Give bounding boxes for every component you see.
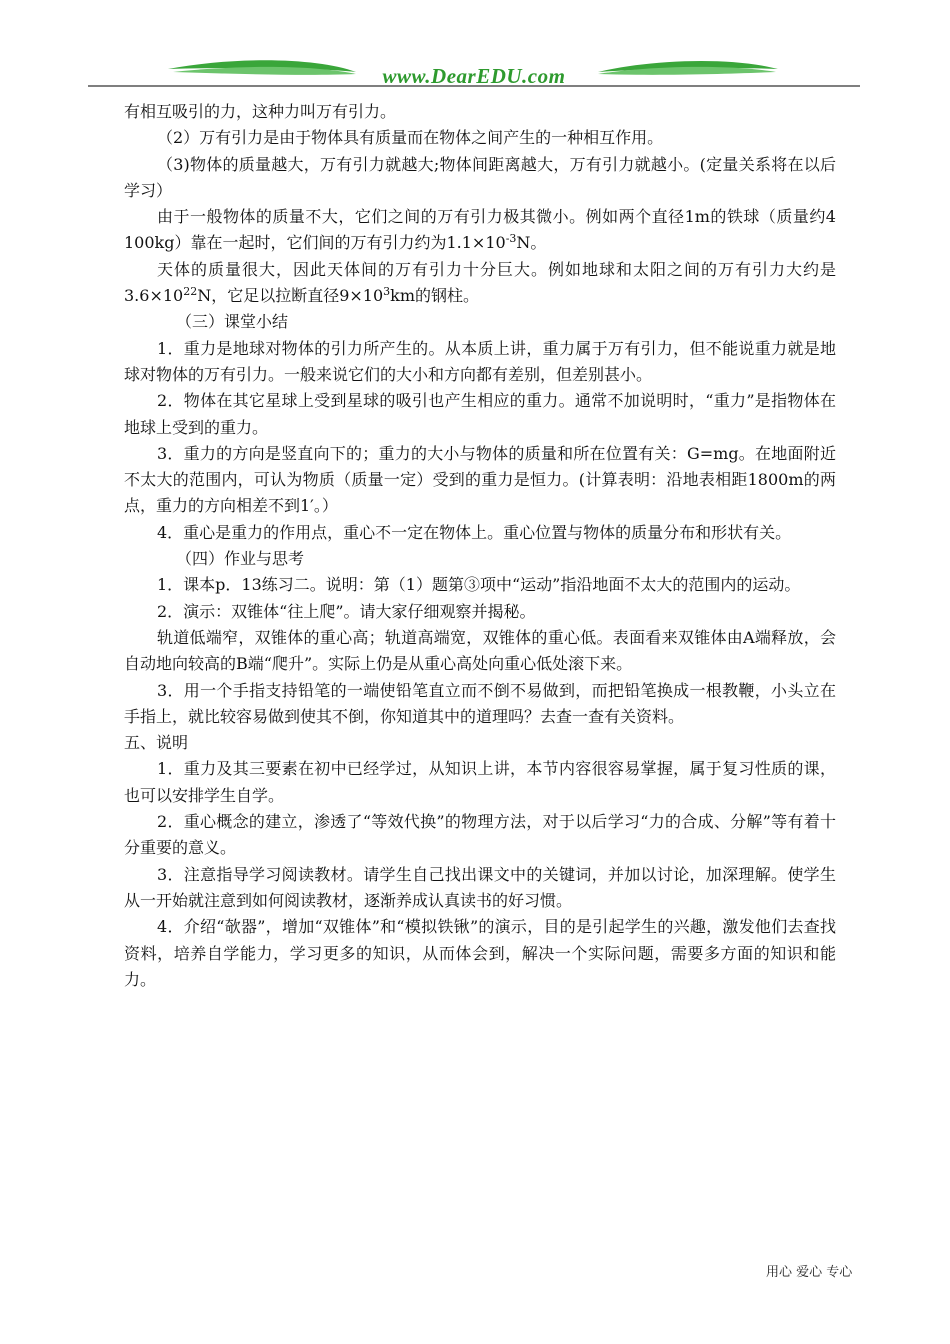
paragraph-earth-sun-example (124, 257, 836, 310)
section-heading: （三）课堂小结 (176, 312, 289, 332)
paragraph: 3．用一个手指支持铅笔的一端使铅笔直立而不倒不易做到，而把铅笔换成一根教鞭，小头立在手指上，就比较容易做到使其不倒，你知道其中的道理吗？去查一查有关资料。 (124, 680, 836, 726)
section-heading: （四）作业与思考 (176, 549, 305, 569)
text-run: 由于一般物体的质量不大，它们之间的万有引力极其微小。例如两个直径1m的铁球（质量约4 100kg）靠在一起时，它们间的万有引力约为1.1×10 (124, 207, 836, 253)
paragraph: 3．注意指导学习阅读教材。请学生自己找出课文中的关键词，并加以讨论，加深理解。使学生从一开始就注意到如何阅读教材，逐渐养成认真读书的好习惯。 (124, 864, 836, 910)
exponent: 22 (183, 285, 198, 299)
text-run: N，它足以拉断直径9×10 (197, 286, 384, 306)
paragraph: 2．演示：双锥体“往上爬”。请大家仔细观察并揭秘。 (157, 601, 536, 621)
paragraph: 2．物体在其它星球上受到星球的吸引也产生相应的重力。通常不加说明时，“重力”是指物体在地球上受到的重力。 (124, 391, 836, 437)
paragraph: （2）万有引力是由于物体具有质量而在物体之间产生的一种相互作用。 (157, 128, 664, 148)
document-body (124, 99, 836, 993)
exponent: -3 (505, 232, 517, 246)
page-header (88, 52, 860, 98)
exponent: 3 (383, 285, 391, 299)
paragraph-iron-ball-example (124, 204, 836, 257)
paragraph: （3)物体的质量越大，万有引力就越大;物体间距离越大，万有引力就越小。(定量关系将在以后学习） (124, 154, 836, 200)
site-logo-text: www.DearEDU.com (382, 64, 566, 88)
paragraph: 4．介绍“欹器”，增加“双锥体”和“模拟铁锹”的演示，目的是引起学生的兴趣，激发他们去查找资料，培养自学能力，学习更多的知识，从而体会到，解决一个实际问题，需要多方面的知识和能力。 (124, 917, 836, 989)
paragraph: 1．重力及其三要素在初中已经学过，从知识上讲，本节内容很容易掌握，属于复习性质的课，也可以安排学生自学。 (124, 759, 836, 805)
paragraph: 轨道低端窄，双锥体的重心高；轨道高端宽，双锥体的重心低。表面看来双锥体由A端释放，会自动地向较高的B端“爬升”。实际上仍是从重心高处向重心低处滚下来。 (124, 627, 836, 674)
text-run: km的钢柱。 (390, 286, 480, 306)
paragraph: 3．重力的方向是竖直向下的；重力的大小与物体的质量和所在位置有关：G=mg。在地面附近不太大的范围内，可认为物质（质量一定）受到的重力是恒力。(计算表明：沿地表相距1800m的两点，重力的方向相差不到1′。） (124, 443, 836, 516)
paragraph: 1．课本p．13练习二。说明：第（1）题第③项中“运动”指沿地面不太大的范围内的运动。 (157, 575, 801, 595)
paragraph: 2．重心概念的建立，渗透了“等效代换”的物理方法，对于以后学习“力的合成、分解”等有着十分重要的意义。 (124, 812, 836, 858)
text-run: 天体的质量很大，因此天体间的万有引力十分巨大。例如地球和太阳之间的万有引力大约是3.6×10 (124, 259, 836, 306)
paragraph: 4．重心是重力的作用点，重心不一定在物体上。重心位置与物体的质量分布和形状有关。 (157, 522, 792, 542)
paragraph: 1．重力是地球对物体的引力所产生的。从本质上讲，重力属于万有引力，但不能说重力就是地球对物体的万有引力。一般来说它们的大小和方向都有差别，但差别甚小。 (124, 338, 836, 384)
section-heading: 五、说明 (124, 733, 189, 753)
paragraph: 有相互吸引的力，这种力叫万有引力。 (124, 102, 397, 121)
text-run: N。 (516, 233, 547, 253)
page-footer: 用心 爱心 专心 (766, 1265, 853, 1280)
